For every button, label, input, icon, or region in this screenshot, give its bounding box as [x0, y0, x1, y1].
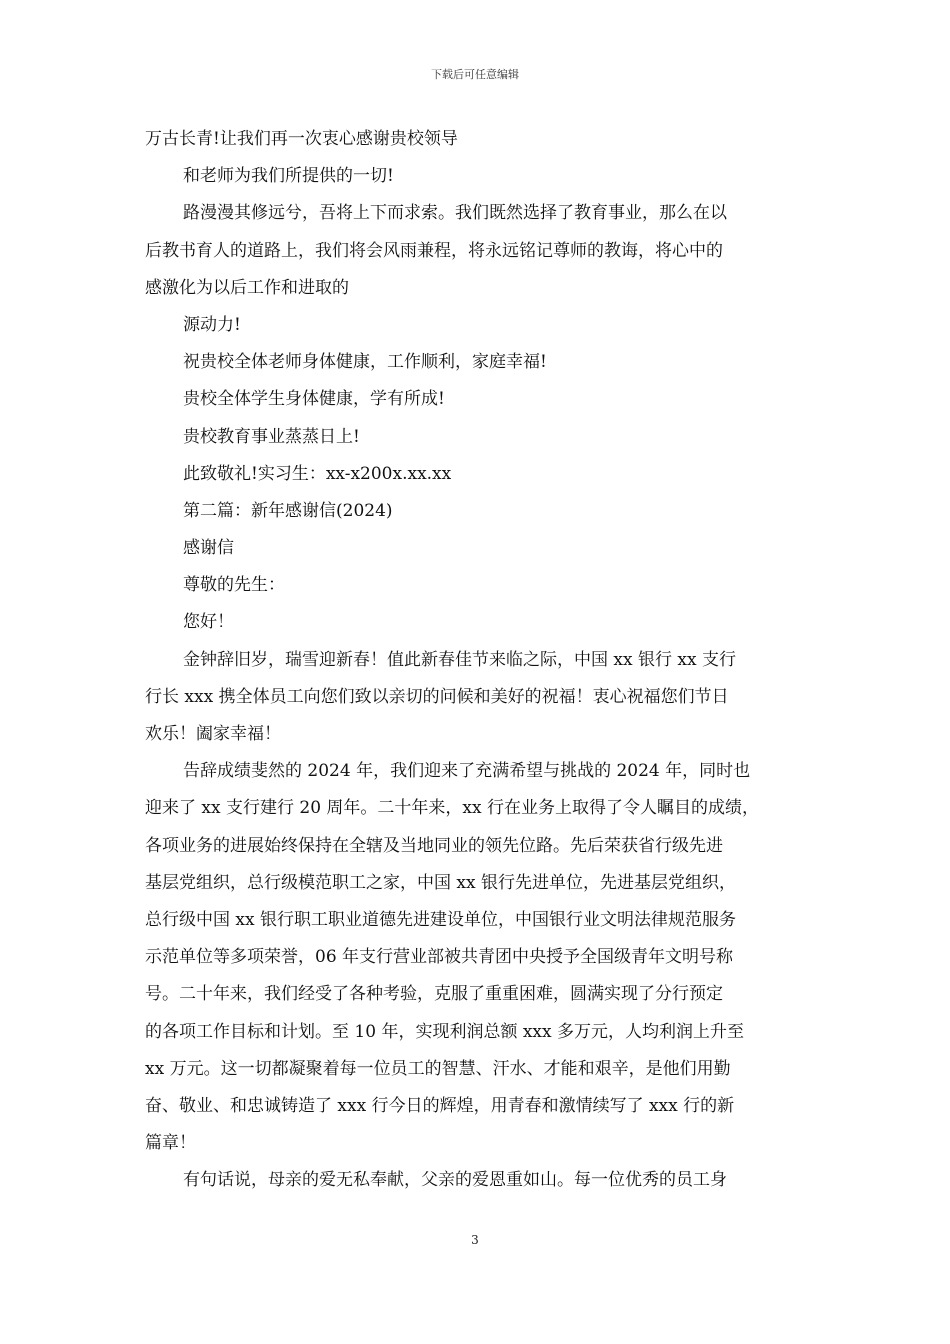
text-line: 欢乐！阖家幸福！ — [145, 724, 281, 744]
letter-greeting: 您好！ — [183, 612, 234, 633]
text-line: 后教书育人的道路上，我们将会风雨兼程，将永远铭记尊师的教诲，将心中的 — [145, 240, 723, 261]
text-line: 奋、敬业、和忠诚铸造了 xxx 行今日的辉煌，用青春和激情续写了 xxx 行的新 — [145, 1095, 735, 1116]
section-heading: 第二篇：新年感谢信(2024) — [183, 500, 393, 521]
text-line: 感激化为以后工作和进取的 — [145, 277, 349, 298]
page-header: 下载后可任意编辑 — [431, 68, 519, 81]
text-line: 号。二十年来，我们经受了各种考验，克服了重重困难，圆满实现了分行预定 — [145, 984, 723, 1005]
letter-salutation: 尊敬的先生： — [183, 575, 285, 596]
text-line: 行长 xxx 携全体员工向您们致以亲切的问候和美好的祝福！衷心祝福您们节日 — [145, 686, 729, 707]
text-line: 路漫漫其修远兮，吾将上下而求索。我们既然选择了教育事业，那么在以 — [183, 203, 727, 224]
text-line: 告辞成绩斐然的 2024 年，我们迎来了充满希望与挑战的 2024 年，同时也 — [183, 761, 751, 782]
text-line: 源动力! — [183, 314, 241, 335]
text-line: 迎来了 xx 支行建行 20 周年。二十年来，xx 行在业务上取得了令人瞩目的成绩， — [145, 798, 759, 819]
text-line: 基层党组织，总行级模范职工之家，中国 xx 银行先进单位，先进基层党组织， — [145, 872, 736, 893]
text-line: 各项业务的进展始终保持在全辖及当地同业的领先位路。先后荣获省行级先进 — [145, 835, 723, 856]
letter-title: 感谢信 — [183, 538, 234, 559]
text-line: 此致敬礼!实习生：xx-x200x.xx.xx — [183, 463, 452, 484]
text-line: 和老师为我们所提供的一切! — [183, 166, 394, 187]
page-number: 3 — [471, 1233, 479, 1247]
text-line: 贵校教育事业蒸蒸日上! — [183, 426, 360, 447]
text-line: 有句话说，母亲的爱无私奉献，父亲的爱恩重如山。每一位优秀的员工身 — [183, 1170, 727, 1191]
document-body — [145, 121, 810, 1199]
text-line: 祝贵校全体老师身体健康，工作顺利，家庭幸福! — [183, 352, 547, 373]
text-line: 示范单位等多项荣誉，06 年支行营业部被共青团中央授予全国级青年文明号称 — [145, 947, 734, 968]
text-line: 总行级中国 xx 银行职工职业道德先进建设单位，中国银行业文明法律规范服务 — [145, 909, 736, 930]
text-line: 贵校全体学生身体健康，学有所成! — [183, 389, 445, 410]
text-line: 万古长青!让我们再一次衷心感谢贵校领导 — [145, 129, 458, 149]
text-line: 的各项工作目标和计划。至 10 年，实现利润总额 xxx 多万元，人均利润上升至 — [145, 1021, 745, 1042]
text-line: xx 万元。这一切都凝聚着每一位员工的智慧、汗水、才能和艰辛，是他们用勤 — [145, 1058, 731, 1079]
text-line: 金钟辞旧岁，瑞雪迎新春！值此新春佳节来临之际，中国 xx 银行 xx 支行 — [183, 649, 736, 670]
text-line: 篇章！ — [145, 1133, 196, 1154]
